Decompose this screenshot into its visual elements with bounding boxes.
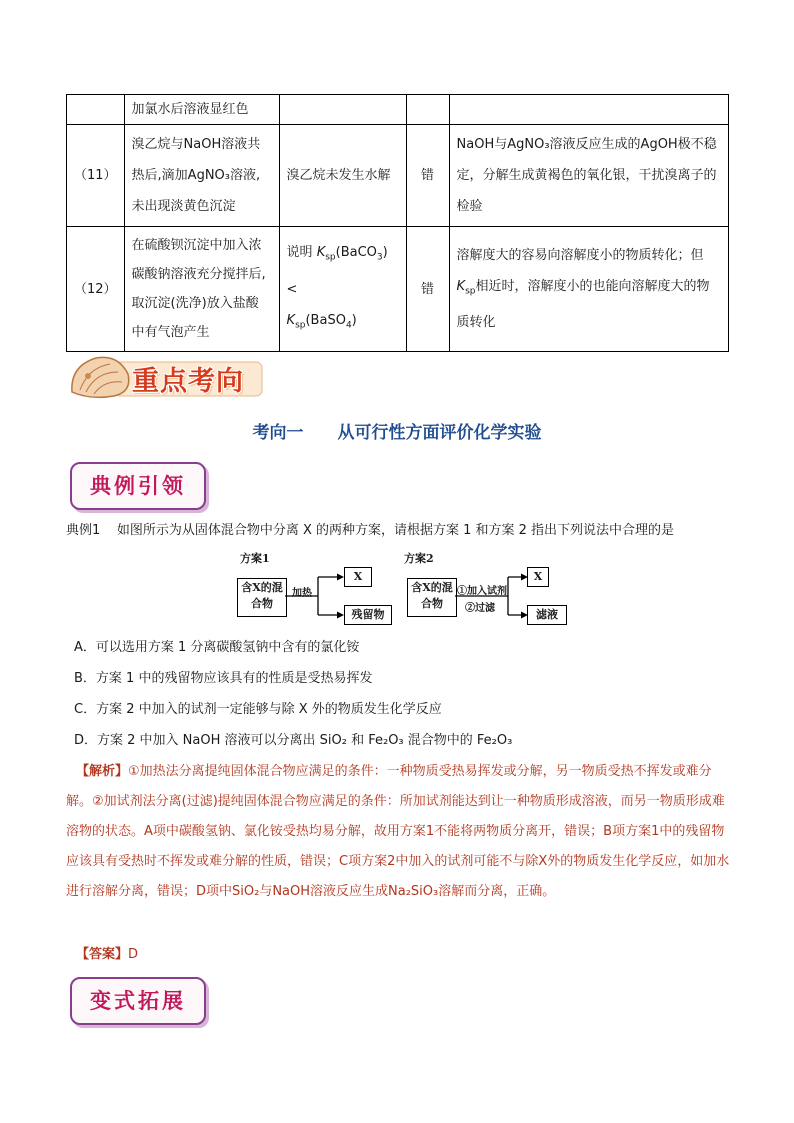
section-header-example [70, 462, 206, 510]
analysis-text: ①加热法分离提纯固体混合物应满足的条件：一种物质受热易挥发或分解，另一物质受热不挥发或难分解。②加试剂法分离(过滤)提纯固体混合物应满足的条件：所加试剂能达到让一种物质形成溶液，而另一物质形成难溶物的状态。A项中碳酸氢钠、氯化铵受热均易分解，故用方案1不能将两物质分离开，错误；B项方案1中的残留物应该具有受热时不挥发或难分解的性质，错误；C项方案2中加入的试剂可能不与除X外的物质发生化学反应，如加水进行溶解分离，错误；D项中SiO₂与NaOH溶液反应生成Na₂SiO₃溶解而分离，正确。 [66, 764, 730, 899]
text: (BaCO [335, 244, 377, 260]
table-cell-verdict: 错 [406, 125, 449, 227]
question-text: 如图所示为从固体混合物中分离 X 的两种方案，请根据方案 1 和方案 2 指出下列说法中合理的是 [116, 523, 675, 538]
table-cell [449, 95, 728, 125]
analysis-tag: 【解析】 [76, 764, 129, 779]
answer-tag: 【答案】 [76, 947, 129, 962]
answer-value: D [128, 947, 139, 962]
table-cell: 溴乙烷未发生水解 [279, 125, 406, 227]
scheme2-title: 方案2 [404, 552, 434, 565]
scheme1-output-x: X [344, 567, 372, 587]
table-cell-num [67, 95, 125, 125]
topic-title: 从可行性方面评价化学实验 [337, 423, 542, 443]
subscript: sp [325, 252, 336, 263]
banner-title: 重点考向 [132, 366, 244, 397]
table-cell-verdict: 错 [406, 227, 449, 352]
scheme1-mixture-box: 含X的混合物 [237, 578, 287, 617]
ksp-symbol: K [316, 244, 326, 260]
option-c: C．方案 2 中加入的试剂一定能够与除 X 外的物质发生化学反应 [74, 702, 442, 717]
comparison-table [66, 94, 729, 352]
text: ) [351, 312, 357, 328]
text: (BaSO [305, 312, 346, 328]
text: 说明 [286, 244, 317, 260]
subscript: sp [465, 286, 476, 297]
subscript: 4 [345, 320, 352, 331]
table-row [67, 227, 729, 352]
section-header-variant [70, 977, 206, 1025]
ksp-symbol: K [286, 312, 296, 328]
example-label: 典例1 [66, 523, 101, 538]
table-row [67, 95, 729, 125]
scheme1-title: 方案1 [240, 552, 270, 565]
table-cell: NaOH与AgNO₃溶液反应生成的AgOH极不稳定，分解生成黄褐色的氧化银，干扰溴离子的检验 [449, 125, 728, 227]
table-cell-num: （12） [67, 227, 125, 352]
topic-number: 考向一 [252, 423, 304, 443]
scheme2-output-x: X [527, 567, 549, 587]
option-d: D．方案 2 中加入 NaOH 溶液可以分离出 SiO₂ 和 Fe₂O₃ 混合物中的 Fe₂O₃ [74, 733, 513, 748]
scheme2-arrow-label-1: ①加入试剂 [457, 586, 507, 597]
scheme1-arrows-icon [285, 570, 347, 630]
section-label: 典例引领 [90, 473, 186, 498]
text: 相近时，溶解度小的也能向溶解度大的物质转化 [456, 278, 710, 331]
text: 溶解度大的容易向溶解度小的物质转化；但 [456, 247, 704, 263]
scheme1-output-residue: 残留物 [344, 605, 392, 625]
table-cell [279, 227, 406, 352]
example-question [66, 516, 730, 545]
table-cell: 溴乙烷与NaOH溶液共热后,滴加AgNO₃溶液,未出现淡黄色沉淀 [124, 125, 279, 227]
table-cell [449, 227, 728, 352]
option-b: B．方案 1 中的残留物应该具有的性质是受热易挥发 [74, 671, 373, 686]
analysis-paragraph [66, 757, 730, 907]
subscript: sp [295, 320, 306, 331]
scheme1-arrow-label: 加热 [292, 588, 312, 599]
table-cell [406, 95, 449, 125]
topic-heading [0, 418, 794, 443]
table-cell: 加氯水后溶液显红色 [124, 95, 279, 125]
scheme2-mixture-box: 含X的混合物 [407, 578, 457, 617]
subscript: 3 [376, 252, 383, 263]
option-a: A．可以选用方案 1 分离碳酸氢钠中含有的氯化铵 [74, 640, 360, 655]
scheme2-output-filtrate: 滤液 [527, 605, 567, 625]
scheme2-arrows-icon [455, 570, 530, 630]
section-label: 变式拓展 [90, 988, 186, 1013]
table-row [67, 125, 729, 227]
text: )< [286, 244, 388, 297]
ksp-symbol: K [456, 278, 466, 294]
answer-line [76, 943, 138, 962]
table-cell [279, 95, 406, 125]
scheme2-arrow-label-2: ②过滤 [465, 603, 495, 614]
table-cell-num: （11） [67, 125, 125, 227]
table-cell: 在硫酸钡沉淀中加入浓碳酸钠溶液充分搅拌后,取沉淀(洗净)放入盐酸中有气泡产生 [124, 227, 279, 352]
